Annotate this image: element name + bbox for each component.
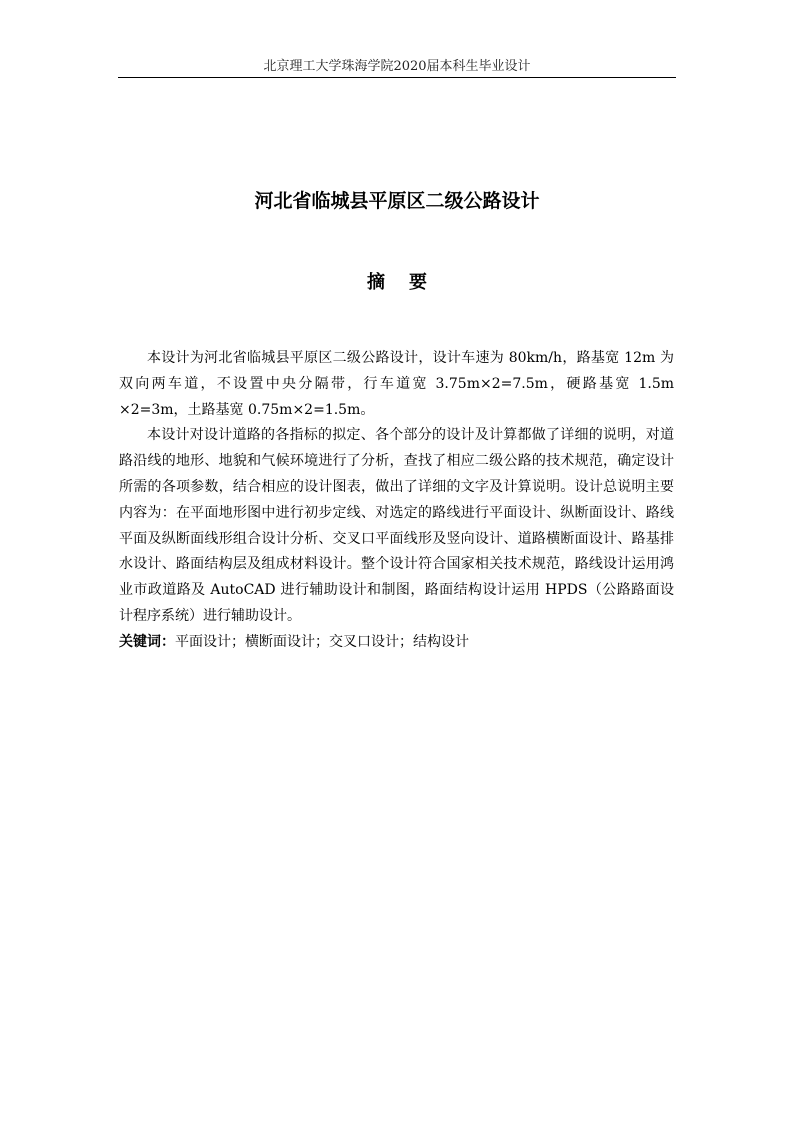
abstract-body bbox=[119, 346, 674, 656]
abstract-heading: 摘要 bbox=[367, 272, 451, 293]
keywords-label: 关键词： bbox=[119, 633, 175, 650]
document-title: 河北省临城县平原区二级公路设计 bbox=[254, 190, 540, 212]
keywords-value: 平面设计；横断面设计；交叉口设计；结构设计 bbox=[175, 633, 469, 650]
page-header: 北京理工大学珠海学院2020届本科生毕业设计 bbox=[263, 59, 531, 74]
abstract-paragraph-1: 本设计为河北省临城县平原区二级公路设计，设计车速为 80km/h，路基宽 12m 为双向两车道，不设置中央分隔带，行车道宽 3.75m×2=7.5m，硬路基宽 1.5m ×2=3m，土路基宽 0.75m×2=1.5m。 bbox=[119, 350, 674, 418]
header-divider bbox=[118, 77, 676, 78]
keywords-line bbox=[119, 630, 674, 656]
abstract-paragraph-2: 本设计对设计道路的各指标的拟定、各个部分的设计及计算都做了详细的说明，对道路沿线的地形、地貌和气候环境进行了分析，查找了相应二级公路的技术规范，确定设计所需的各项参数，结合相应的设计图表，做出了详细的文字及计算说明。设计总说明主要内容为：在平面地形图中进行初步定线、对选定的路线进行平面设计、纵断面设计、路线平面及纵断面线形组合设计分析、交叉口平面线形及竖向设计、道路横断面设计、路基排水设计、路面结构层及组成材料设计。整个设计符合国家相关技术规范，路线设计运用鸿业市政道路及 AutoCAD 进行辅助设计和制图，路面结构设计运用 HPDS（公路路面设计程序系统）进行辅助设计。 bbox=[119, 427, 674, 624]
